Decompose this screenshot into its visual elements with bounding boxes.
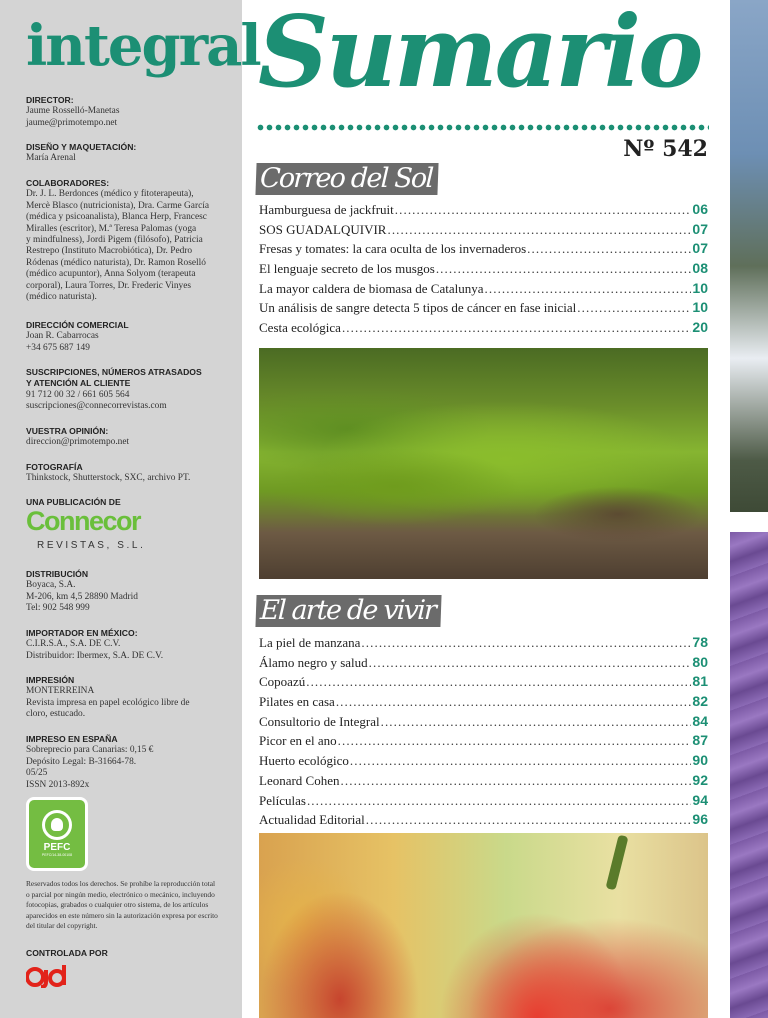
toc-item-page: 80 [692, 653, 708, 670]
toc-item[interactable] [259, 299, 708, 319]
moss-photo [259, 348, 708, 579]
dot-leader [350, 753, 692, 769]
pefc-logo [26, 797, 88, 871]
toc-item-label: La piel de manzana [259, 635, 361, 650]
adjacent-page-photo-mountain [730, 0, 768, 512]
toc-item[interactable] [259, 752, 708, 772]
toc-item-page: 06 [692, 201, 708, 217]
ojd-logo [26, 962, 74, 988]
credit-text: MONTERREINA Revista impresa en papel ecológico libre de cloro, estucado. [26, 686, 190, 720]
credit-heading: DIRECCIÓN COMERCIAL [26, 320, 129, 330]
credit-heading: IMPORTADOR EN MÉXICO: [26, 628, 138, 638]
magazine-logo: integral [26, 13, 260, 79]
dot-leader [395, 202, 692, 218]
issue-number: Nº 542 [623, 136, 708, 162]
dot-leader [577, 300, 691, 316]
toc-item[interactable] [259, 634, 708, 654]
toc-item-page: 82 [692, 693, 708, 710]
credit-text: María Arenal [26, 153, 76, 164]
credit-design [26, 142, 226, 165]
toc-item-label: Picor en el ano [259, 733, 337, 749]
credit-importer [26, 628, 226, 662]
credit-printing [26, 675, 226, 721]
toc-item[interactable] [259, 713, 708, 733]
toc-item-page: 07 [692, 220, 708, 237]
tree-icon [42, 810, 72, 840]
credits-sidebar [0, 0, 260, 1018]
dot-leader [527, 241, 691, 257]
dot-leader [381, 714, 692, 730]
toc-item-label: Huerto ecológico [259, 753, 349, 769]
toc-item-page: 92 [692, 771, 708, 788]
credit-director [26, 95, 226, 129]
toc-item-page: 07 [692, 240, 708, 257]
dot-leader [369, 655, 692, 671]
toc-item-label: Actualidad Editorial [259, 812, 365, 828]
credit-heading: IMPRESIÓN [26, 675, 75, 685]
toc-item-page: 20 [692, 319, 708, 336]
credit-distribution [26, 569, 226, 615]
toc-item[interactable] [259, 260, 708, 280]
toc-list-correo [259, 201, 708, 339]
dot-leader [361, 635, 691, 651]
toc-item-label: Leonard Cohen [259, 772, 340, 788]
toc-item-label: SOS GUADALQUIVIR [259, 221, 387, 237]
toc-item-page: 87 [692, 732, 708, 749]
section-title-correo: Correo del Sol [255, 163, 438, 195]
toc-item-page: 84 [692, 712, 708, 729]
dot-leader [387, 222, 691, 238]
dot-leader [338, 733, 692, 749]
toc-item-page: 94 [692, 791, 708, 808]
credit-photography [26, 462, 226, 485]
credit-opinion [26, 426, 226, 449]
toc-item-label: Fresas y tomates: la cara oculta de los invernaderos [259, 241, 527, 257]
controlled-label: CONTROLADA POR [26, 948, 108, 958]
toc-item-page: 81 [692, 673, 708, 690]
toc-item-label: Películas [259, 792, 306, 808]
toc-item-label: Copoazú [259, 674, 306, 690]
credit-heading: DISEÑO Y MAQUETACIÓN: [26, 142, 137, 152]
credit-heading: VUESTRA OPINIÓN: [26, 426, 109, 436]
toc-item-label: Hamburguesa de jackfruit [259, 202, 394, 217]
connecor-brand: Connecor [26, 506, 141, 536]
credit-collaborators [26, 178, 226, 303]
toc-item-label: Consultorio de Integral [259, 713, 380, 729]
credit-heading: COLABORADORES: [26, 178, 110, 188]
dot-leader [366, 812, 692, 828]
credit-text: Thinkstock, Shutterstock, SXC, archivo PT. [26, 473, 191, 484]
toc-item-page: 10 [692, 299, 708, 316]
toc-item[interactable] [259, 772, 708, 792]
toc-item-page: 78 [692, 634, 708, 650]
toc-item[interactable] [259, 811, 708, 831]
credit-subscriptions [26, 367, 226, 413]
credit-heading: DISTRIBUCIÓN [26, 569, 89, 579]
section-title-arte: El arte de vivir [255, 595, 441, 627]
pefc-code: PEFC/14-38-00108 [41, 853, 73, 857]
toc-item[interactable] [259, 240, 708, 260]
dot-leader [436, 261, 692, 277]
credit-heading: IMPRESO EN ESPAÑA [26, 734, 118, 744]
toc-item-page: 10 [692, 279, 708, 296]
credit-text: Sobreprecio para Canarias: 0,15 € Depósito Legal: B-31664-78. 05/25 ISSN 2013-892x [26, 745, 154, 790]
toc-item-label: El lenguaje secreto de los musgos [259, 261, 435, 277]
credit-commercial [26, 320, 226, 354]
credit-text: Jaume Rosselló-Manetas jaume@primotempo.net [26, 106, 120, 128]
adjacent-page-photo-lavender [730, 532, 768, 1018]
dot-leader [341, 773, 692, 789]
credit-text: Joan R. Cabarrocas +34 675 687 149 [26, 331, 99, 353]
credit-text: C.I.R.S.A., S.A. DE C.V. Distribuidor: Ibermex, S.A. DE C.V. [26, 639, 164, 661]
toc-item[interactable] [259, 673, 708, 693]
toc-item[interactable] [259, 280, 708, 300]
copyright-notice: Reservados todos los derechos. Se prohíbe la reproducción total o parcial por ningún medio, electrónico o mecánico, incluyendo fotocopias, grabados o cualquier otro sistema, de los artículos aparecidos en este número sin la autorización expresa por escrito del titular del copyright. [26, 879, 218, 931]
credit-text: Dr. J. L. Berdonces (médico y fitoterapeuta), Mercè Blasco (nutricionista), Dra. Carme García (médica y psicoanalista), Blanca Herp, Francesc Miralles (escritor), M.ª Teresa Palomas (yoga y mindfulness), Jordi Pigem (filósofo), Patricia Restrepo (Instituto Macrobiótica), Dr. Pedro Ródenas (médico naturista), Dr. Ramon Roselló (médico acupuntor), Anna Solyom (terapeuta corporal), Laura Torres, Dr. Frederic Vinyes (médico naturista). [26, 189, 209, 303]
page-title: Sumario [258, 0, 701, 110]
dotted-divider [256, 123, 709, 132]
connecor-logo [26, 508, 166, 551]
pefc-name: PEFC [43, 842, 71, 853]
apple-photo [259, 833, 708, 1018]
toc-list-arte [259, 634, 708, 831]
dot-leader [342, 320, 691, 336]
credit-text: direccion@primotempo.net [26, 437, 130, 448]
connecor-sub: REVISTAS, S.L. [37, 540, 146, 551]
dot-leader [485, 281, 692, 297]
toc-item-label: Cesta ecológica [259, 320, 341, 336]
toc-item[interactable] [259, 732, 708, 752]
credit-heading: DIRECTOR: [26, 95, 74, 105]
toc-item[interactable] [259, 221, 708, 241]
toc-item[interactable] [259, 693, 708, 713]
toc-item[interactable] [259, 792, 708, 812]
credit-heading: SUSCRIPCIONES, NÚMEROS ATRASADOS Y ATENCIÓN AL CLIENTE [26, 367, 202, 389]
credit-heading: UNA PUBLICACIÓN DE [26, 497, 121, 507]
dot-leader [306, 674, 691, 690]
credit-text: Boyaca, S.A. M-206, km 4,5 28890 Madrid Tel: 902 548 999 [26, 580, 138, 614]
toc-item[interactable] [259, 201, 708, 221]
toc-item-page: 08 [692, 260, 708, 277]
toc-item-label: La mayor caldera de biomasa de Catalunya [259, 280, 484, 296]
toc-item[interactable] [259, 319, 708, 339]
toc-item[interactable] [259, 654, 708, 674]
toc-item-page: 96 [692, 811, 708, 828]
toc-item-label: Álamo negro y salud [259, 654, 368, 670]
credit-text: 91 712 00 32 / 661 605 564 suscripciones@connecorrevistas.com [26, 389, 167, 412]
credit-heading: FOTOGRAFÍA [26, 462, 83, 472]
toc-item-page: 90 [692, 752, 708, 769]
dot-leader [336, 694, 692, 710]
toc-item-label: Un análisis de sangre detecta 5 tipos de cáncer en fase inicial [259, 300, 577, 316]
toc-item-label: Pilates en casa [259, 694, 335, 710]
credit-printed-in [26, 734, 226, 791]
dot-leader [307, 793, 691, 809]
